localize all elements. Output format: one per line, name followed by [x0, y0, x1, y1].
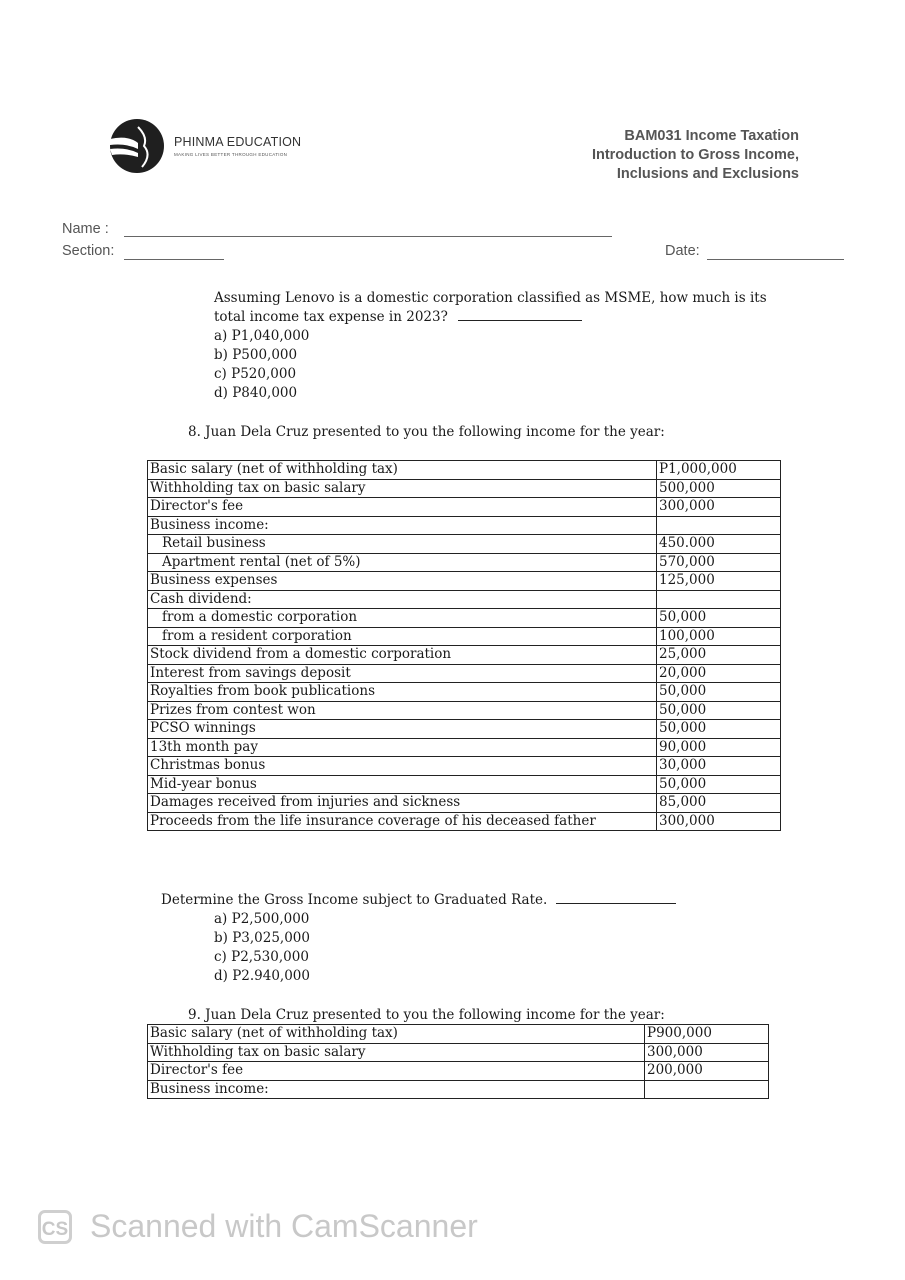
table-row [148, 609, 781, 628]
item-cell: Apartment rental (net of 5%) [148, 553, 657, 572]
item-cell: Director's fee [148, 498, 657, 517]
table-row [148, 553, 781, 572]
amount-cell: 300,000 [657, 812, 781, 831]
q9-intro: 9. Juan Dela Cruz presented to you the following income for the year: [188, 1007, 665, 1023]
item-cell: Withholding tax on basic salary [148, 479, 657, 498]
logo-name: PHINMA EDUCATION [174, 135, 302, 149]
amount-cell [657, 590, 781, 609]
q7-answer-blank[interactable] [458, 308, 582, 321]
table-row [148, 683, 781, 702]
q8-question-text: Determine the Gross Income subject to Graduated Rate. [161, 892, 548, 908]
item-cell: Withholding tax on basic salary [148, 1043, 645, 1062]
date-label: Date: [665, 243, 700, 259]
table-row [148, 1062, 769, 1081]
item-cell: Director's fee [148, 1062, 645, 1081]
amount-cell: 90,000 [657, 738, 781, 757]
item-cell: Christmas bonus [148, 757, 657, 776]
table-row [148, 720, 781, 739]
q7-text-line-2-content: total income tax expense in 2023? [214, 309, 448, 325]
table-row [148, 572, 781, 591]
item-cell: Damages received from injuries and sickness [148, 794, 657, 813]
q7-text-line-2 [214, 308, 582, 327]
table-row [148, 535, 781, 554]
name-field[interactable] [124, 236, 612, 237]
table-row [148, 757, 781, 776]
amount-cell: 450.000 [657, 535, 781, 554]
table-row [148, 461, 781, 480]
table-row [148, 646, 781, 665]
amount-cell: 100,000 [657, 627, 781, 646]
amount-cell: 50,000 [657, 720, 781, 739]
table-row [148, 701, 781, 720]
table-row [148, 1025, 769, 1044]
amount-cell: P1,000,000 [657, 461, 781, 480]
q7-choice-b: b) P500,000 [214, 347, 298, 363]
name-label: Name : [62, 221, 109, 237]
amount-cell: 500,000 [657, 479, 781, 498]
table-row [148, 794, 781, 813]
q9-income-table [147, 1024, 769, 1099]
amount-cell: 20,000 [657, 664, 781, 683]
table-row [148, 812, 781, 831]
amount-cell: P900,000 [645, 1025, 769, 1044]
amount-cell: 125,000 [657, 572, 781, 591]
item-cell: from a resident corporation [148, 627, 657, 646]
q7-choice-d: d) P840,000 [214, 385, 298, 401]
section-field[interactable] [124, 259, 224, 260]
amount-cell: 25,000 [657, 646, 781, 665]
q7-choice-c: c) P520,000 [214, 366, 297, 382]
item-cell: Basic salary (net of withholding tax) [148, 461, 657, 480]
course-code: BAM031 Income Taxation [624, 128, 799, 144]
item-cell: Royalties from book publications [148, 683, 657, 702]
item-cell: Prizes from contest won [148, 701, 657, 720]
amount-cell: 50,000 [657, 609, 781, 628]
topic-line-2: Inclusions and Exclusions [616, 166, 799, 182]
q7-text-line-1: Assuming Lenovo is a domestic corporation classified as MSME, how much is its [214, 290, 767, 306]
item-cell: 13th month pay [148, 738, 657, 757]
date-field[interactable] [707, 259, 844, 260]
item-cell: Stock dividend from a domestic corporation [148, 646, 657, 665]
table-row [148, 590, 781, 609]
table-row [148, 664, 781, 683]
amount-cell: 50,000 [657, 701, 781, 720]
item-cell: Interest from savings deposit [148, 664, 657, 683]
item-cell: Cash dividend: [148, 590, 657, 609]
item-cell: Business expenses [148, 572, 657, 591]
amount-cell [657, 516, 781, 535]
item-cell: Business income: [148, 516, 657, 535]
amount-cell: 300,000 [657, 498, 781, 517]
table-row [148, 479, 781, 498]
logo-tagline: MAKING LIVES BETTER THROUGH EDUCATION [174, 152, 288, 157]
item-cell: Retail business [148, 535, 657, 554]
item-cell: from a domestic corporation [148, 609, 657, 628]
item-cell: Mid-year bonus [148, 775, 657, 794]
amount-cell: 200,000 [645, 1062, 769, 1081]
table-row [148, 498, 781, 517]
amount-cell: 50,000 [657, 683, 781, 702]
q8-intro: 8. Juan Dela Cruz presented to you the following income for the year: [188, 424, 665, 440]
q8-choice-b: b) P3,025,000 [214, 930, 310, 946]
item-cell: PCSO winnings [148, 720, 657, 739]
q8-choice-d: d) P2.940,000 [214, 968, 310, 984]
item-cell: Proceeds from the life insurance coverage of his deceased father [148, 812, 657, 831]
camscanner-logo-icon: CS [38, 1210, 72, 1244]
q8-choice-a: a) P2,500,000 [214, 911, 310, 927]
phinma-emblem-icon [108, 117, 166, 175]
amount-cell: 570,000 [657, 553, 781, 572]
q8-question [161, 891, 676, 910]
section-label: Section: [62, 243, 115, 259]
amount-cell: 30,000 [657, 757, 781, 776]
amount-cell: 300,000 [645, 1043, 769, 1062]
q8-answer-blank[interactable] [556, 891, 676, 904]
phinma-logo [108, 117, 318, 177]
amount-cell [645, 1080, 769, 1099]
q7-choice-a: a) P1,040,000 [214, 328, 310, 344]
table-row [148, 1043, 769, 1062]
amount-cell: 85,000 [657, 794, 781, 813]
q8-income-table [147, 460, 781, 831]
table-row [148, 627, 781, 646]
item-cell: Basic salary (net of withholding tax) [148, 1025, 645, 1044]
amount-cell: 50,000 [657, 775, 781, 794]
course-title-block [592, 127, 799, 184]
item-cell: Business income: [148, 1080, 645, 1099]
topic-line-1: Introduction to Gross Income, [591, 147, 799, 163]
camscanner-text: Scanned with CamScanner [90, 1208, 478, 1244]
table-row [148, 775, 781, 794]
table-row [148, 738, 781, 757]
q8-choice-c: c) P2,530,000 [214, 949, 309, 965]
table-row [148, 516, 781, 535]
table-row [148, 1080, 769, 1099]
